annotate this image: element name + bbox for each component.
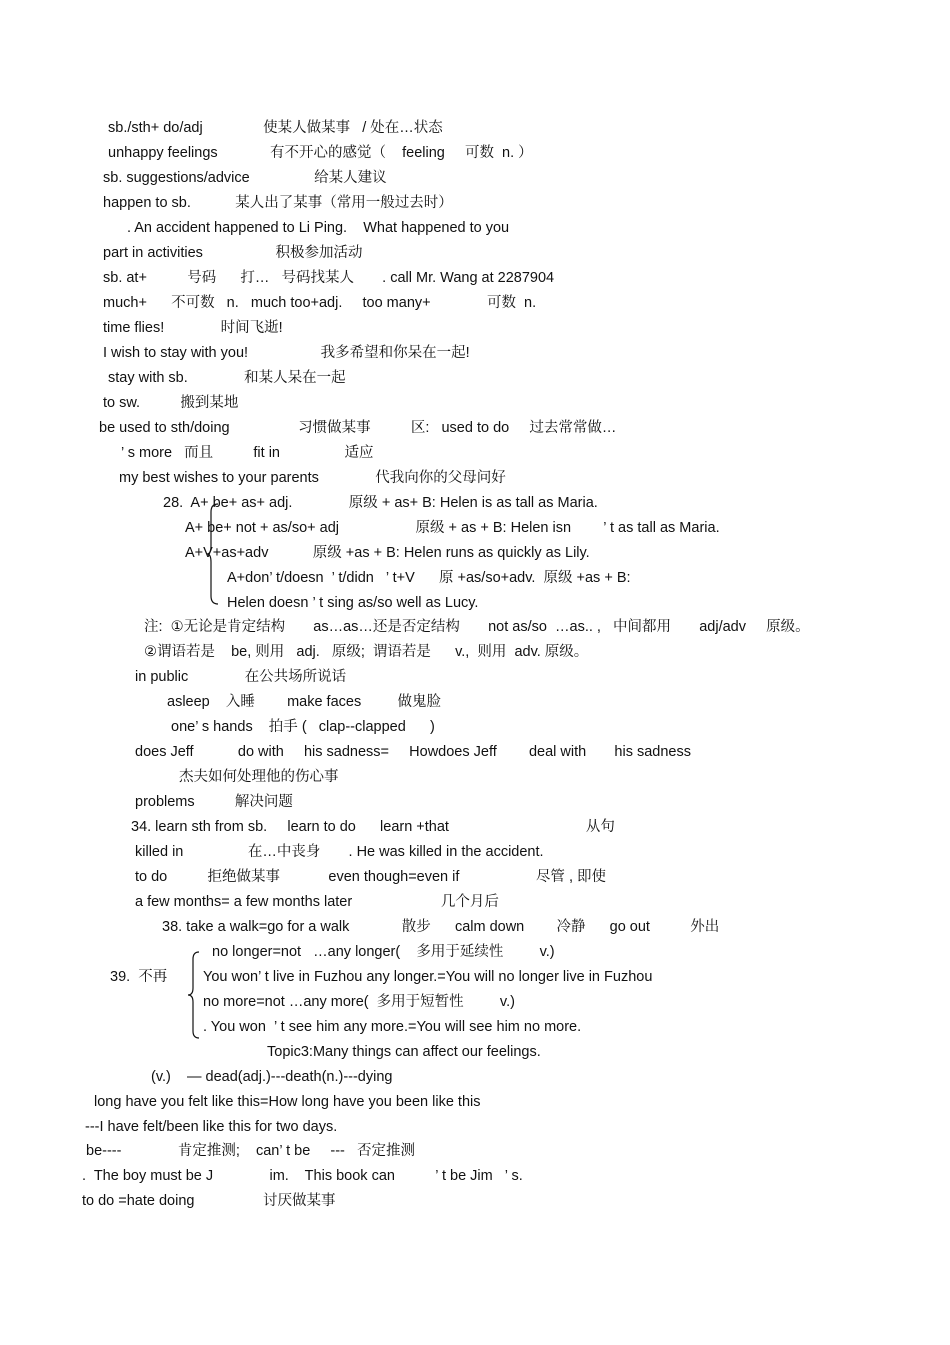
text-line: unhappy feelings 有不开心的感觉（ feeling 可数 n. ）	[108, 145, 533, 161]
left-brace	[206, 502, 220, 606]
text-line: no more=not …any more( 多用于短暂性 v.)	[203, 994, 515, 1010]
text-line: part in activities 积极参加活动	[103, 245, 363, 261]
text-line: ---I have felt/been like this for two days.	[85, 1119, 338, 1135]
text-line: one’ s hands 拍手 ( clap--clapped )	[171, 719, 435, 735]
text-line: much+ 不可数 n. much too+adj. too many+ 可数 n.	[103, 295, 537, 311]
text-line: I wish to stay with you! 我多希望和你呆在一起!	[103, 345, 470, 361]
text-line: A+don’ t/doesn ’ t/didn ’ t+V 原 +as/so+adv. 原级 +as + B:	[227, 570, 631, 586]
text-line: (v.) — dead(adj.)---death(n.)---dying	[151, 1069, 393, 1085]
text-line: You won’ t live in Fuzhou any longer.=You will no longer live in Fuzhou	[203, 969, 653, 985]
text-line: 杰夫如何处理他的伤心事	[179, 769, 339, 785]
text-line: be used to sth/doing 习惯做某事 区: used to do 过去常常做…	[99, 420, 617, 436]
text-line: to do 拒绝做某事 even though=even if 尽管 , 即使	[135, 869, 607, 885]
text-line: . You won ’ t see him any more.=You will see him no more.	[203, 1019, 582, 1035]
text-line: to sw. 搬到某地	[103, 395, 239, 411]
text-line: asleep 入睡 make faces 做鬼脸	[167, 694, 441, 710]
text-line: 34. learn sth from sb. learn to do learn +that 从句	[131, 819, 615, 835]
text-line: happen to sb. 某人出了某事（常用一般过去时）	[103, 195, 453, 211]
text-line: 39. 不再	[110, 969, 168, 985]
text-line: 28. A+ be+ as+ adj. 原级 + as+ B: Helen is as tall as Maria.	[163, 495, 598, 511]
text-line: 注: ①无论是肯定结构 as…as…还是否定结构 not as/so …as.. , 中间都用 adj/adv 原级。	[144, 619, 810, 635]
text-line: Helen doesn ’ t sing as/so well as Lucy.	[227, 595, 479, 611]
text-line: ②谓语若是 be, 则用 adj. 原级; 谓语若是 v., 则用 adv. 原级。	[144, 644, 589, 660]
text-line: . The boy must be J im. This book can ’ t be Jim ’ s.	[82, 1168, 523, 1184]
text-line: no longer=not …any longer( 多用于延续性 v.)	[212, 944, 555, 960]
text-line: killed in 在…中丧身 . He was killed in the accident.	[135, 844, 544, 860]
text-line: sb. at+ 号码 打… 号码找某人 . call Mr. Wang at 2287904	[103, 270, 555, 286]
text-line: A+V+as+adv 原级 +as + B: Helen runs as quickly as Lily.	[185, 545, 590, 561]
text-line: does Jeff do with his sadness= Howdoes Jeff deal with his sadness	[135, 744, 691, 760]
text-line: stay with sb. 和某人呆在一起	[108, 370, 346, 386]
text-line: A+ be+ not + as/so+ adj 原级 + as + B: Helen isn ’ t as tall as Maria.	[185, 520, 720, 536]
text-line: . An accident happened to Li Ping. What happened to you	[127, 220, 510, 236]
text-line: to do =hate doing 讨厌做某事	[82, 1193, 336, 1209]
text-line: Topic3:Many things can affect our feelings.	[267, 1044, 541, 1060]
text-line: be---- 肯定推测; can’ t be --- 否定推测	[86, 1143, 415, 1159]
left-brace	[187, 950, 201, 1040]
text-line: long have you felt like this=How long have you been like this	[94, 1094, 481, 1110]
text-line: problems 解决问题	[135, 794, 293, 810]
text-line: in public 在公共场所说话	[135, 669, 347, 685]
text-line: time flies! 时间飞逝!	[103, 320, 283, 336]
text-line: my best wishes to your parents 代我向你的父母问好	[119, 470, 506, 486]
text-line: sb./sth+ do/adj 使某人做某事 / 处在…状态	[108, 120, 443, 136]
text-line: a few months= a few months later 几个月后	[135, 894, 499, 910]
text-line: 38. take a walk=go for a walk 散步 calm down 冷静 go out 外出	[162, 919, 720, 935]
text-line: sb. suggestions/advice 给某人建议	[103, 170, 387, 186]
text-line: ’ s more 而且 fit in 适应	[121, 445, 374, 461]
